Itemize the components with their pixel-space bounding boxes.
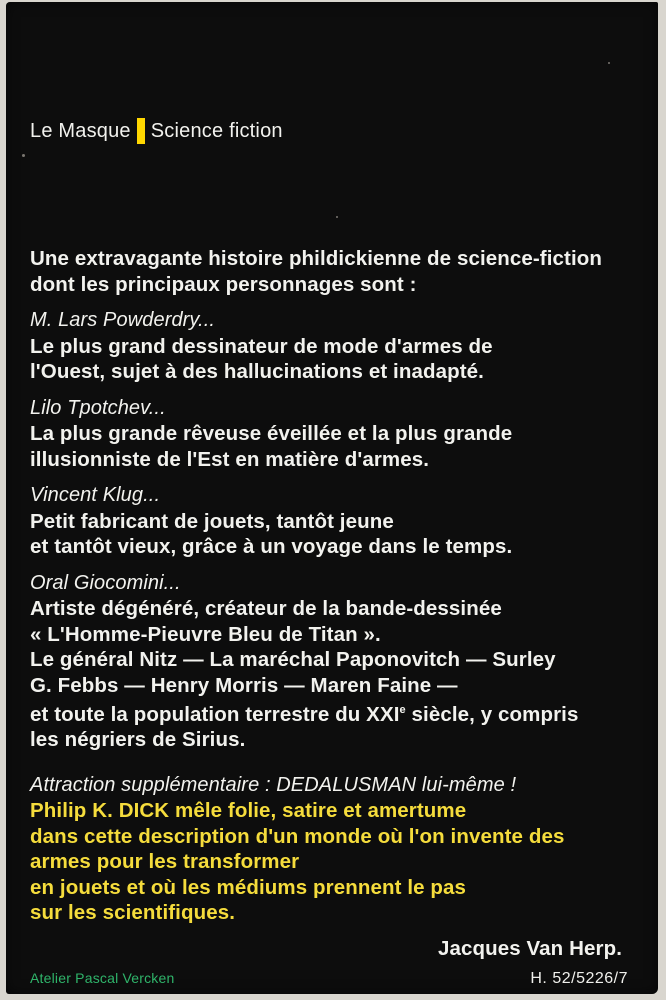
dust-speck [608, 62, 610, 64]
character-name: Oral Giocomini... [30, 571, 181, 594]
character-name: M. Lars Powderdry... [30, 309, 216, 331]
character-name: Vincent Klug... [30, 484, 161, 506]
population-text-end: siècle, y compris [405, 702, 579, 726]
intro-line: Une extravagante histoire phildickienne de science-fiction [30, 247, 602, 270]
publisher-name: Le Masque [30, 119, 131, 142]
character-description: Le plus grand dessinateur de mode d'armes de [30, 334, 493, 358]
summary-line: Philip K. DICK mêle folie, satire et amertume [30, 799, 467, 823]
other-characters-line: G. Febbs — Henry Morris — Maren Faine — [30, 673, 458, 697]
population-text: et toute la population terrestre du XXI [30, 702, 400, 726]
collection-name: Science fiction [150, 119, 283, 142]
character-description: illusionniste de l'Est en matière d'armes. [30, 447, 430, 471]
population-line-2: les négriers de Sirius. [30, 728, 246, 752]
catalog-code: H. 52/5226/7 [530, 970, 628, 987]
character-description: et tantôt vieux, grâce à un voyage dans le temps. [30, 535, 513, 558]
summary-line: armes pour les transformer [30, 850, 300, 874]
book-back-cover [6, 2, 658, 994]
attraction-line: Attraction supplémentaire : DEDALUSMAN lui-même ! [30, 773, 517, 796]
character-description: « L'Homme-Pieuvre Bleu de Titan ». [30, 622, 381, 646]
character-name: Lilo Tpotchev... [30, 396, 166, 419]
population-line [30, 698, 644, 727]
dust-speck [22, 154, 25, 157]
blurb-text [30, 246, 644, 961]
character-description: La plus grande rêveuse éveillée et la plus grande [30, 422, 513, 445]
summary-line: en jouets et où les médiums prennent le pas [30, 875, 467, 899]
other-characters-line: Le général Nitz — La maréchal Paponovitch — Surley [30, 648, 556, 671]
character-description: Petit fabricant de jouets, tantôt jeune [30, 509, 394, 533]
yellow-divider-bar [137, 118, 145, 144]
blurb-author: Jacques Van Herp. [437, 936, 622, 960]
intro-line: dont les principaux personnages sont : [30, 272, 417, 296]
summary-line: dans cette description d'un monde où l'on invente des [30, 824, 565, 848]
century-superscript: e [399, 704, 406, 716]
dust-speck [336, 216, 338, 218]
design-credit: Atelier Pascal Vercken [30, 970, 175, 986]
footer [30, 970, 628, 988]
series-header [30, 118, 283, 144]
character-description: l'Ouest, sujet à des hallucinations et inadapté. [30, 360, 484, 383]
character-description: Artiste dégénéré, créateur de la bande-dessinée [30, 597, 502, 620]
summary-line: sur les scientifiques. [30, 901, 235, 925]
